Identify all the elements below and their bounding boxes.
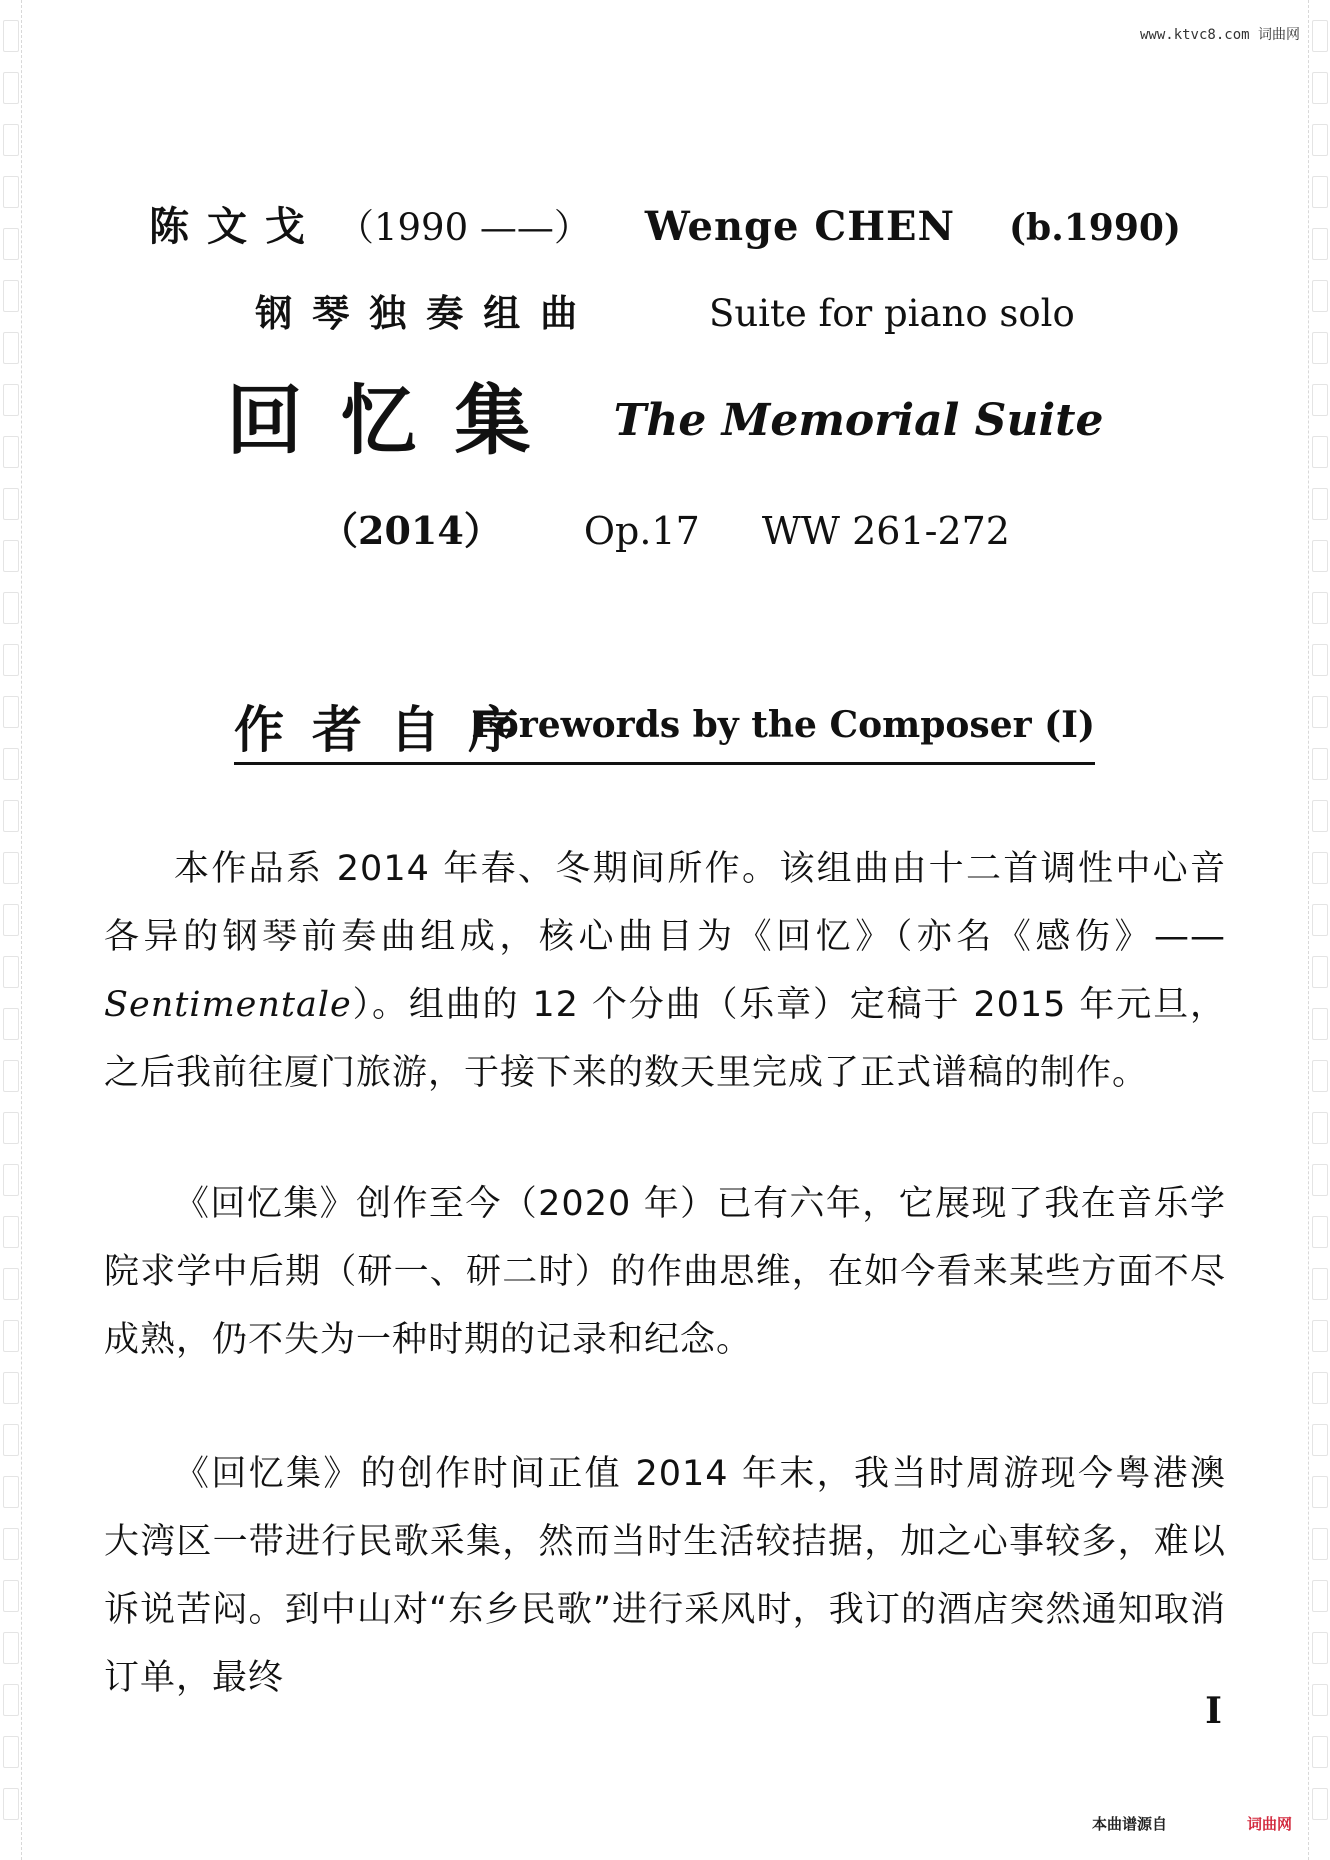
composer-line: [0, 195, 1330, 252]
watermark-stamp: [3, 1684, 19, 1716]
watermark-stamp: [3, 72, 19, 104]
composer-years: （1990 ——）: [336, 206, 591, 249]
watermark-stamp: [3, 1580, 19, 1612]
watermark-stamp: [3, 1164, 19, 1196]
watermark-stamp: [1312, 1632, 1328, 1664]
watermark-stamp: [1312, 1736, 1328, 1768]
watermark-stamp: [3, 1216, 19, 1248]
watermark-stamp: [1312, 1164, 1328, 1196]
composer-name-cn: 陈文戈: [149, 203, 324, 250]
watermark-stamp: [1312, 1372, 1328, 1404]
watermark-stamp: [3, 956, 19, 988]
watermark-stamp: [1312, 1684, 1328, 1716]
watermark-stamp: [1312, 956, 1328, 988]
watermark-stamp: [3, 800, 19, 832]
title-cn: 回忆集: [226, 376, 569, 465]
foreword-heading-en: Forewords by the Composer (I): [471, 704, 1095, 746]
watermark-stamp: [1312, 1008, 1328, 1040]
watermark-site: www.ktvc8.com 词曲网: [1139, 27, 1300, 43]
composition-year: （2014）: [320, 508, 502, 553]
watermark-stamp: [1312, 1788, 1328, 1820]
watermark-stamp: [3, 1424, 19, 1456]
watermark-stamp: [3, 20, 19, 52]
watermark-stamp: [1312, 1424, 1328, 1456]
watermark-stamp: [3, 904, 19, 936]
foreword-heading-cn: 作者自序: [234, 701, 546, 759]
paragraph-3: 《回忆集》的创作时间正值 2014 年末，我当时周游现今粤港澳大湾区一带进行民歌采集，然而当时生活较拮据，加之心事较多，难以诉说苦闷。到中山对“东乡民歌”进行采风时，我订的酒店突然通知取消订单，最终: [104, 1454, 1226, 1698]
watermark-stamp: [1312, 748, 1328, 780]
watermark-stamp: [3, 1372, 19, 1404]
watermark-stamp: [1312, 904, 1328, 936]
watermark-stamp: [3, 1528, 19, 1560]
composer-name-en: Wenge CHEN: [644, 203, 956, 250]
watermark-stamp: [1312, 592, 1328, 624]
source-logo[interactable]: 词曲网: [1246, 1815, 1292, 1833]
watermark-stamp: [3, 696, 19, 728]
watermark-stamp: [3, 124, 19, 156]
watermark-stamp: [3, 1060, 19, 1092]
genre-en: Suite for piano solo: [708, 292, 1075, 335]
watermark-stamp: [1312, 1580, 1328, 1612]
paragraph-2: 《回忆集》创作至今（2020 年）已有六年，它展现了我在音乐学院求学中后期（研一、研二时）的作曲思维，在如今看来某些方面不尽成熟，仍不失为一种时期的记录和纪念。: [104, 1184, 1226, 1360]
title-line: [0, 360, 1330, 469]
title-en: The Memorial Suite: [613, 395, 1104, 446]
composer-years-en: (b.1990): [1009, 207, 1181, 249]
watermark-stamp: [1312, 1528, 1328, 1560]
catalog-number: WW 261-272: [761, 509, 1010, 553]
left-watermark-strip: [0, 0, 22, 1860]
watermark-stamp: [3, 592, 19, 624]
source-note: 本曲谱源自: [1092, 1815, 1168, 1833]
watermark-stamp: [3, 644, 19, 676]
watermark-stamp: [1312, 1216, 1328, 1248]
watermark-stamp: [3, 1788, 19, 1820]
watermark-stamp: [3, 1268, 19, 1300]
watermark-stamp: [1312, 20, 1328, 52]
genre-line: [0, 283, 1330, 337]
paragraph-1-text-b: ）。组曲的 12 个分曲（乐章）定稿于 2015 年元旦，之后我前往厦门旅游，于接下来的数天里完成了正式谱稿的制作。: [104, 985, 1226, 1093]
watermark-stamp: [3, 748, 19, 780]
watermark-stamp: [3, 1632, 19, 1664]
watermark-stamp: [1312, 644, 1328, 676]
watermark-stamp: [1312, 1060, 1328, 1092]
opus-line: [0, 500, 1330, 555]
watermark-stamp: [1312, 72, 1328, 104]
watermark-stamp: [3, 1320, 19, 1352]
foreword-heading: [234, 690, 1095, 765]
watermark-stamp: [1312, 124, 1328, 156]
watermark-stamp: [1312, 1476, 1328, 1508]
opus-number: Op.17: [583, 509, 700, 553]
paragraph-1: [104, 835, 1226, 1107]
right-watermark-strip: [1308, 0, 1330, 1860]
watermark-stamp: [3, 1736, 19, 1768]
paragraph-1-text-a: 本作品系 2014 年春、冬期间所作。该组曲由十二首调性中心音各异的钢琴前奏曲组成，核心曲目为《回忆》（亦名《感伤》——: [104, 849, 1226, 957]
watermark-stamp: [3, 1112, 19, 1144]
paragraph-1-italic: Sentimentale: [104, 985, 352, 1025]
watermark-stamp: [1312, 852, 1328, 884]
genre-cn: 钢琴独奏组曲: [255, 292, 598, 335]
watermark-stamp: [1312, 696, 1328, 728]
watermark-stamp: [3, 1476, 19, 1508]
watermark-stamp: [1312, 800, 1328, 832]
watermark-stamp: [1312, 1268, 1328, 1300]
page-number: I: [1205, 1690, 1222, 1732]
watermark-stamp: [3, 852, 19, 884]
watermark-stamp: [3, 1008, 19, 1040]
watermark-stamp: [1312, 1112, 1328, 1144]
watermark-stamp: [1312, 1320, 1328, 1352]
